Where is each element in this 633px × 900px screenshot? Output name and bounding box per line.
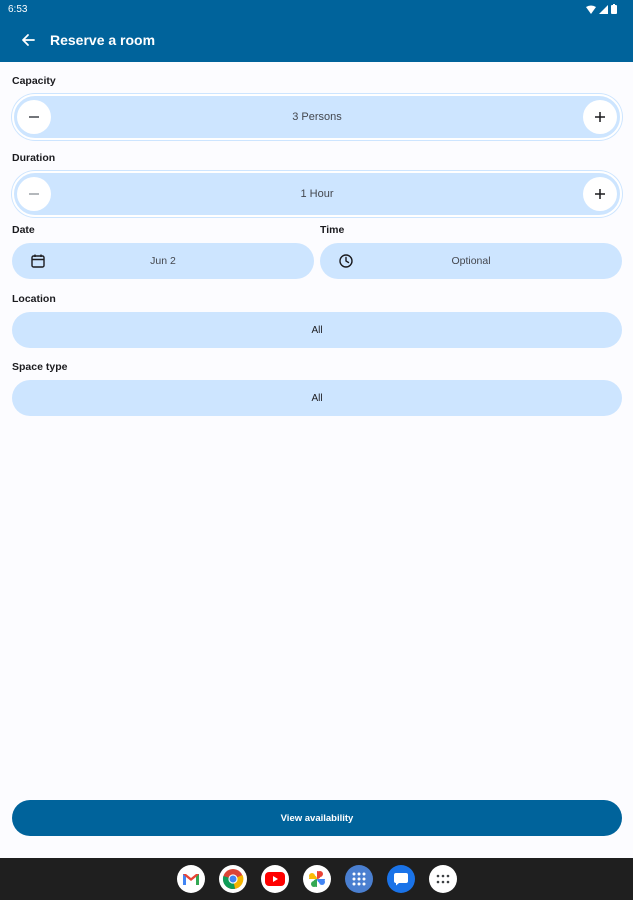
location-value: All [311, 324, 323, 336]
space-type-select[interactable] [12, 380, 622, 416]
duration-label: Duration [12, 152, 56, 164]
youtube-icon[interactable] [261, 865, 289, 893]
page-title: Reserve a room [50, 32, 156, 48]
plus-icon [594, 111, 606, 123]
signal-icon [599, 5, 608, 14]
space-type-label: Space type [12, 361, 68, 373]
time-picker-button[interactable] [320, 243, 622, 279]
view-availability-button[interactable]: View availability [12, 800, 622, 836]
status-bar [0, 0, 633, 18]
calendar-icon [30, 253, 46, 269]
capacity-decrement-button[interactable] [17, 100, 51, 134]
minus-icon [28, 111, 40, 123]
date-label: Date [12, 224, 35, 236]
apps-grid-icon[interactable] [345, 865, 373, 893]
duration-stepper [12, 171, 622, 217]
space-type-value: All [311, 392, 323, 404]
clock-icon [338, 253, 354, 269]
time-placeholder: Optional [451, 255, 491, 267]
battery-icon [611, 4, 617, 14]
location-select[interactable] [12, 312, 622, 348]
time-label: Time [320, 224, 345, 236]
chrome-icon[interactable] [219, 865, 247, 893]
gmail-icon[interactable] [177, 865, 205, 893]
plus-icon [594, 188, 606, 200]
date-value: Jun 2 [150, 255, 176, 267]
messages-icon[interactable] [387, 865, 415, 893]
location-label: Location [12, 293, 56, 305]
wifi-icon [586, 5, 596, 14]
app-bar [0, 18, 633, 62]
date-picker-button[interactable] [12, 243, 314, 279]
status-icons [586, 4, 617, 14]
capacity-value: 3 Persons [292, 111, 342, 123]
arrow-back-icon [21, 33, 35, 47]
capacity-increment-button[interactable] [583, 100, 617, 134]
duration-decrement-button[interactable] [17, 177, 51, 211]
status-time: 6:53 [8, 3, 28, 15]
capacity-stepper [12, 94, 622, 140]
app-drawer-icon[interactable] [429, 865, 457, 893]
capacity-label: Capacity [12, 75, 56, 87]
duration-increment-button[interactable] [583, 177, 617, 211]
photos-icon[interactable] [303, 865, 331, 893]
app-dock [0, 858, 633, 900]
duration-value: 1 Hour [300, 188, 334, 200]
minus-icon [28, 188, 40, 200]
back-button[interactable] [8, 20, 48, 60]
